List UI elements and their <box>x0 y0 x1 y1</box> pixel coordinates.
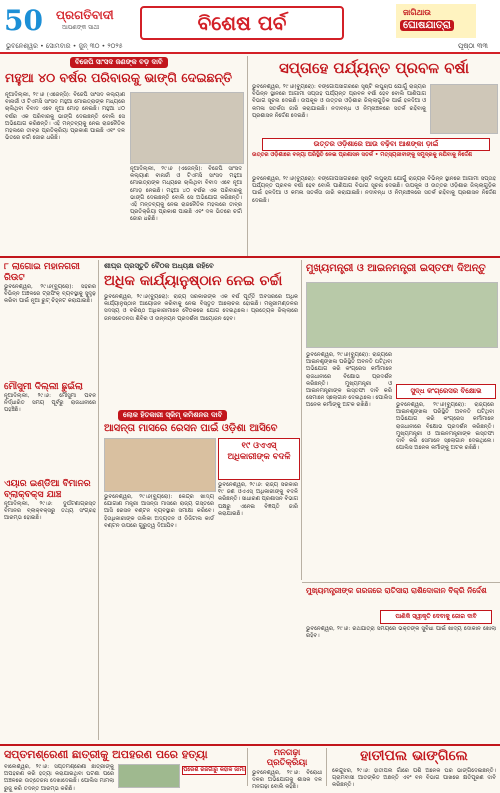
bottom-mid-body: ଭୁବନେଶ୍ୱର, ୨୯।୬: ବିରୋଧୀ ଦଳର ଅଭିଯୋଗକୁ ଶାସକ ଦଳ ମନଗଢ଼ା ବୋଲି କହିଛି। <box>252 770 322 791</box>
cm-body: ଭୁବନେଶ୍ୱର, ୨୯।୬(ବ୍ୟୁରୋ): ରାଜ୍ୟରେ ଆଇନଶୃଙ୍ଖଳା ପରିସ୍ଥିତି ଅବନତି ଘଟିଥିବା ଅଭିଯୋଗ କରି କଂଗ୍ରେସ କର୍ମୀମାନେ ରାଜଧାନୀରେ ବିକ୍ଷୋଭ ପ୍ରଦର୍ଶନ କରିଛନ୍ତି। ମୁଖ୍ୟମନ୍ତ୍ରୀ ଓ ଆଇନମନ୍ତ୍ରୀଙ୍କ ଇସ୍ତଫା ଦାବି କରି ସେମାନେ ସ୍ଲୋଗାନ ଦେଇଥିଲେ। ପୋଲିସ ଅନେକ କର୍ମୀଙ୍କୁ ଅଟକ ରଖିଛି। <box>306 352 392 409</box>
brief-2-title: ମୌସୁମୀ ଦିଲ୍ଲୀ ଛୁଇଁଲା <box>4 382 83 392</box>
bottom-mid-headline: ମନଗଢ଼ା ପ୍ରତିକ୍ରିୟା <box>266 748 308 768</box>
directive-headline: ମୁଖ୍ୟମନ୍ତ୍ରୀଙ୍କ ଗରଜରେ ରାତିସାରା ରାଶିଦୋକାନ ବିକ୍ରି ନିର୍ଦ୍ଦେଶ <box>306 586 487 595</box>
column-divider <box>326 748 327 786</box>
weather-body-2: ଭୁବନେଶ୍ୱର, ୨୯।୬(ବ୍ୟୁରୋ): ବଙ୍ଗୋପସାଗରରେ ସୃଷ୍ଟି ଲଘୁଚାପ ଯୋଗୁଁ ରାଜ୍ୟର ବିଭିନ୍ନ ସ୍ଥାନରେ ଆଗାମୀ ସପ୍ତାହ ପର୍ଯ୍ୟନ୍ତ ପ୍ରବଳ ବର୍ଷା ହେବ ବୋଲି ପାଣିପାଗ ବିଭାଗ ସୂଚନା ଦେଇଛି। ଉପକୂଳ ଓ ଉତ୍ତର ଓଡ଼ିଶାର ଜିଲ୍ଲାଗୁଡ଼ିକ ପାଇଁ ହଳଦିଆ ଓ କମଳା ସତର୍କତା ଜାରି କରାଯାଇଛି। ନଦୀବନ୍ଧ ଓ ନିମ୍ନାଞ୍ଚଳରେ ସତର୍କ ରହିବାକୁ ପ୍ରଶାସନ ନିର୍ଦ୍ଦେଶ ଦେଇଛି। <box>252 176 496 204</box>
middle-kicker: ଲୋକ ହିତକାରୀ ସ୍କିମ୍ କମିଶନର ଦାବି <box>118 410 227 421</box>
directive-body: ଭୁବନେଶ୍ୱର, ୨୯।୬: ରଥଯାତ୍ରା ସମୟରେ ଭକ୍ତଙ୍କ ସୁବିଧା ପାଇଁ ଖାଦ୍ୟ ଦୋକାନ ଖୋଲା ରହିବ। <box>306 626 496 640</box>
brief-3-title: ଏୟାର ଇଣ୍ଡିଆ ବିମାନର ବ୍ଲାକ୍‌ବକ୍ସ ଯାଞ୍ଚ <box>4 479 91 500</box>
protest-photo <box>306 282 498 348</box>
center-headline: ଅଧିକ କାର୍ଯ୍ୟାନୁଷ୍ଠାନ ନେଇ ଚର୍ଚ୍ଚା <box>104 273 283 289</box>
transfer-box <box>218 438 300 480</box>
anniversary-logo: 50 <box>4 4 43 37</box>
festival-line2: ଘୋଷଯାତ୍ରା <box>400 20 454 31</box>
directive-badge: ପାଣିକି ସ୍ୱୀକୃତି ଦେବାକୁ ଜୋର ଦାବି <box>380 610 492 624</box>
cm-headline: ମୁଖ୍ୟମନ୍ତ୍ରୀ ଓ ଆଇନମନ୍ତ୍ରୀ ଇସ୍ତଫା ଦିଅନ୍ତୁ <box>306 263 486 274</box>
brief-1-title: ୮ ଲାଗୋଇ ମହାନଗରୀ ରିଉଟ <box>4 262 80 283</box>
bottom-left-caption: ପରେଶ ରଜଗାରୁ କହାଳ ଜାମା <box>183 767 245 773</box>
middle-photo <box>104 438 216 492</box>
brief-1-body: ଭୁବନେଶ୍ୱର, ୨୯।୬(ବ୍ୟୁରୋ): ସହରର ବିଭିନ୍ନ ଅଞ୍ଚଳରେ ଟ୍ରାଫିକ୍ ବ୍ୟବସ୍ଥାକୁ ସୁଦୃଢ଼ କରିବା ପାଇଁ ନୂଆ ରୁଟ୍ ଚିହ୍ନଟ କରାଯାଇଛି। <box>4 284 96 305</box>
bottom-left-body: ବାଲେଶ୍ୱର, ୨୯।୬: ସପ୍ତମଶ୍ରେଣୀ ଛାତ୍ରୀଙ୍କୁ ଅପହରଣ କରି ହତ୍ୟା କରାଯାଇଥିବା ଘଟଣା ପରେ ଅଞ୍ଚଳରେ ଉତ୍ତେଜନା ଦେଖାଦେଇଛି। ପୋଲିସ ମାମଲା ରୁଜୁ କରି ତଦନ୍ତ ଆରମ୍ଭ କରିଛି। <box>4 764 114 792</box>
column-divider <box>247 56 248 256</box>
center-body: ଭୁବନେଶ୍ୱର, ୨୯।୬(ବ୍ୟୁରୋ): ରାଜ୍ୟ ସରକାରଙ୍କ ଏକ ବର୍ଷ ପୂର୍ତ୍ତି ଅବସରରେ ଅଧିକ କାର୍ଯ୍ୟାନୁଷ୍ଠାନ ଆୟୋଜନ କରିବାକୁ ନେଇ ବିସ୍ତୃତ ଆଲୋଚନା ହୋଇଛି। ମନ୍ତ୍ରୀମଣ୍ଡଳର ସଦସ୍ୟ ଓ ବରିଷ୍ଠ ଅଧିକାରୀମାନେ ବୈଠକରେ ଯୋଗ ଦେଇଥିଲେ। ପ୍ରତ୍ୟେକ ଜିଲ୍ଲାରେ ଜନସଚେତନତା ଶିବିର ଓ ଉନ୍ନୟନ ପ୍ରଦର୍ଶନୀ ଆୟୋଜନ ହେବ। <box>104 294 298 322</box>
top-left-body: ନୂଆଦିଲ୍ଲୀ, ୨୯।୬ (ଏଜେନ୍ସି): ବିଜେପି ସାଂସଦ କଲ୍ୟାଣ ବାନାର୍ଜୀ ଓ ଟିଏମସି ସାଂସଦ ମହୁଆ ମୋଇତ୍ରାଙ୍କ ମଧ୍ୟରେ ଚାଲିଥିବା ବିବାଦ ଏବେ ନୂଆ ମୋଡ଼ ନେଇଛି। ମହୁଆ ୪୦ ବର୍ଷର ଏକ ପରିବାରକୁ ଭାଙ୍ଗି ଦେଇଛନ୍ତି ବୋଲି ସେ ଅଭିଯୋଗ କରିଛନ୍ତି। ଏହି ମନ୍ତବ୍ୟକୁ ନେଇ ରାଜନୈତିକ ମହଲରେ ତୀବ୍ର ପ୍ରତିକ୍ରିୟା ପ୍ରକାଶ ପାଇଛି ଏବଂ ଦଳ ଭିତରେ ଚର୍ଚ୍ଚା ଜୋର ଧରିଛି। <box>5 92 125 142</box>
center-kicker: ଶୀଘ୍ର ପ୍ରସ୍ତୁତି ବୈଠକ ଅଧ୍ୟକ୍ଷ ରହିବେ <box>104 262 214 270</box>
transfer-headline: ୧୯ ଓଏଏସ୍ ଅଧିକାରୀଙ୍କ ବଦଳି <box>227 441 291 462</box>
protest-caption: ସୁଦ୍ଧ କଂଗ୍ରେସର ବିକ୍ଷୋଭ <box>396 384 496 399</box>
brief-3-body: ନୂଆଦିଲ୍ଲୀ, ୨୯।୬: ଦୁର୍ଘଟଣାଗ୍ରସ୍ତ ବିମାନର ବ୍ଲାକ୍‌ବକ୍ସରୁ ତଥ୍ୟ ସଂଗ୍ରହ ଆରମ୍ଭ ହୋଇଛି। <box>4 501 96 522</box>
middle-headline: ଆସନ୍ତା ମାସରେ ରେସନ ପାଇଁ ଓଡ଼ିଶା ଆସିବେ <box>104 423 278 434</box>
weather-body: ଭୁବନେଶ୍ୱର, ୨୯।୬(ବ୍ୟୁରୋ): ବଙ୍ଗୋପସାଗରରେ ସୃଷ୍ଟି ଲଘୁଚାପ ଯୋଗୁଁ ରାଜ୍ୟର ବିଭିନ୍ନ ସ୍ଥାନରେ ଆଗାମୀ ସପ୍ତାହ ପର୍ଯ୍ୟନ୍ତ ପ୍ରବଳ ବର୍ଷା ହେବ ବୋଲି ପାଣିପାଗ ବିଭାଗ ସୂଚନା ଦେଇଛି। ଉପକୂଳ ଓ ଉତ୍ତର ଓଡ଼ିଶାର ଜିଲ୍ଲାଗୁଡ଼ିକ ପାଇଁ ହଳଦିଆ ଓ କମଳା ସତର୍କତା ଜାରି କରାଯାଇଛି। ନଦୀବନ୍ଧ ଓ ନିମ୍ନାଞ୍ଚଳରେ ସତର୍କ ରହିବାକୁ ପ୍ରଶାସନ ନିର୍ଦ୍ଦେଶ ଦେଇଛି। <box>252 84 426 119</box>
middle-body: ଭୁବନେଶ୍ୱର, ୨୯।୬(ବ୍ୟୁରୋ): କେନ୍ଦ୍ର ଖାଦ୍ୟ ଯୋଗାଣ ମନ୍ତ୍ରୀ ଆସନ୍ତା ମାସରେ ରାଜ୍ୟ ଗସ୍ତରେ ଆସି ରେସନ ବଣ୍ଟନ ବ୍ୟବସ୍ଥାର ସମୀକ୍ଷା କରିବେ। ହିତାଧିକାରୀଙ୍କ ତାଲିକା ଅଦ୍ୟତନ ଓ ଡିଜିଟାଲ କାର୍ଡ ବଣ୍ଟନ ଉପରେ ଗୁରୁତ୍ୱ ଦିଆଯିବ। <box>104 494 214 529</box>
weather-headline: ସପ୍ତାହେ ପର୍ଯ୍ୟନ୍ତ ପ୍ରବଳ ବର୍ଷା <box>279 59 469 77</box>
bottom-right-headline: ହାତୀପଲ ଭାଙ୍ଗିଲେ <box>360 748 468 764</box>
bottom-right-body: କେନ୍ଦୁଝର, ୨୯।୬: ହାତୀପଲ ଗାଁରେ ପଶି ଅନେକ ଘର ଭାଙ୍ଗିଦେଇଛନ୍ତି। ଗ୍ରାମବାସୀ ଆତଙ୍କିତ ଅଛନ୍ତି ଏବଂ ବନ ବିଭାଗ ପାଖରେ କ୍ଷତିପୂରଣ ଦାବି କରିଛନ୍ତି। <box>332 768 496 789</box>
column-divider <box>98 260 99 740</box>
section-rule <box>0 744 500 746</box>
section-rule <box>0 256 500 258</box>
weather-subhead: ଉତ୍ତର ଓଡ଼ିଶାରେ ଆଉ ବଢ଼ିବା ଆଶଙ୍କା ଡ଼ାଇଁ <box>262 138 490 151</box>
page-number: ପୃଷ୍ଠା ୩୩ <box>458 42 488 50</box>
dateline: ଭୁବନେଶ୍ୱର • ସୋମବାର • ଜୁନ୍ ୩୦ • ୨୦୨୫ <box>6 42 123 50</box>
top-left-body-2: ନୂଆଦିଲ୍ଲୀ, ୨୯।୬ (ଏଜେନ୍ସି): ବିଜେପି ସାଂସଦ କଲ୍ୟାଣ ବାନାର୍ଜୀ ଓ ଟିଏମସି ସାଂସଦ ମହୁଆ ମୋଇତ୍ରାଙ୍କ ମଧ୍ୟରେ ଚାଲିଥିବା ବିବାଦ ଏବେ ନୂଆ ମୋଡ଼ ନେଇଛି। ମହୁଆ ୪୦ ବର୍ଷର ଏକ ପରିବାରକୁ ଭାଙ୍ଗି ଦେଇଛନ୍ତି ବୋଲି ସେ ଅଭିଯୋଗ କରିଛନ୍ତି। ଏହି ମନ୍ତବ୍ୟକୁ ନେଇ ରାଜନୈତିକ ମହଲରେ ତୀବ୍ର ପ୍ରତିକ୍ରିୟା ପ୍ରକାଶ ପାଇଛି ଏବଂ ଦଳ ଭିତରେ ଚର୍ଚ୍ଚା ଜୋର ଧରିଛି। <box>130 166 242 223</box>
column-divider <box>247 748 248 786</box>
weather-alert: ଉତ୍ତର ଓଡ଼ିଶାରେ ବନ୍ୟା ପରିସ୍ଥିତି ନେଇ ପ୍ରଶାସନ ସତର୍କ • ମତ୍ସ୍ୟଜୀବୀଙ୍କୁ ସମୁଦ୍ରକୁ ନଯିବାକୁ ନିର୍ଦ୍ଦେଶ <box>252 152 473 158</box>
cm-body-2: ଭୁବନେଶ୍ୱର, ୨୯।୬(ବ୍ୟୁରୋ): ରାଜ୍ୟରେ ଆଇନଶୃଙ୍ଖଳା ପରିସ୍ଥିତି ଅବନତି ଘଟିଥିବା ଅଭିଯୋଗ କରି କଂଗ୍ରେସ କର୍ମୀମାନେ ରାଜଧାନୀରେ ବିକ୍ଷୋଭ ପ୍ରଦର୍ଶନ କରିଛନ୍ତି। ମୁଖ୍ୟମନ୍ତ୍ରୀ ଓ ଆଇନମନ୍ତ୍ରୀଙ୍କ ଇସ୍ତଫା ଦାବି କରି ସେମାନେ ସ୍ଲୋଗାନ ଦେଇଥିଲେ। ପୋଲିସ ଅନେକ କର୍ମୀଙ୍କୁ ଅଟକ ରଖିଛି। <box>396 402 494 452</box>
column-divider <box>301 260 302 580</box>
top-left-headline: ମହୁଆ ୪୦ ବର୍ଷର ପରିବାରକୁ ଭାଙ୍ଗି ଦେଇଛନ୍ତି <box>5 70 233 85</box>
bottom-left-photo <box>118 764 180 788</box>
top-left-photo <box>130 92 244 164</box>
special-section-banner: ବିଶେଷ ପର୍ବ <box>140 6 344 40</box>
brief-2-body: ନୂଆଦିଲ୍ଲୀ, ୨୯।୬: ମୌସୁମୀ ପବନ ନିର୍ଦ୍ଧାରିତ ସମୟ ପୂର୍ବରୁ ରାଜଧାନୀରେ ପହଞ୍ଚିଛି। <box>4 393 96 414</box>
transfer-body: ଭୁବନେଶ୍ୱର, ୨୯।୬: ରାଜ୍ୟ ସରକାର ୧୯ ଜଣ ଓଏଏସ୍ ଅଧିକାରୀଙ୍କୁ ବଦଳି କରିଛନ୍ତି। ସାଧାରଣ ପ୍ରଶାସନ ବିଭାଗ ପକ୍ଷରୁ ଏନେଇ ବିଜ୍ଞପ୍ତି ଜାରି କରାଯାଇଛି। <box>218 482 298 517</box>
section-rule <box>302 582 500 583</box>
festival-line1: ଜାଗିଥାଉ <box>403 8 431 17</box>
paper-tagline: ଆପଣଙ୍କ ସାଥୀ <box>62 24 100 31</box>
top-left-kicker: ବିଜେପି ସାଂସଦ ଜଣଙ୍କ ବଡ଼ ଦାବି <box>70 57 168 68</box>
paper-name: ପ୍ରଗତିବାଦୀ <box>56 8 114 22</box>
masthead-rule <box>0 52 500 54</box>
bottom-left-headline: ସପ୍ତମଶ୍ରେଣୀ ଛାତ୍ରୀକୁ ଅପହରଣ ପରେ ହତ୍ୟା <box>4 748 208 761</box>
left-briefs-column <box>4 262 96 742</box>
weather-photo <box>430 84 498 134</box>
